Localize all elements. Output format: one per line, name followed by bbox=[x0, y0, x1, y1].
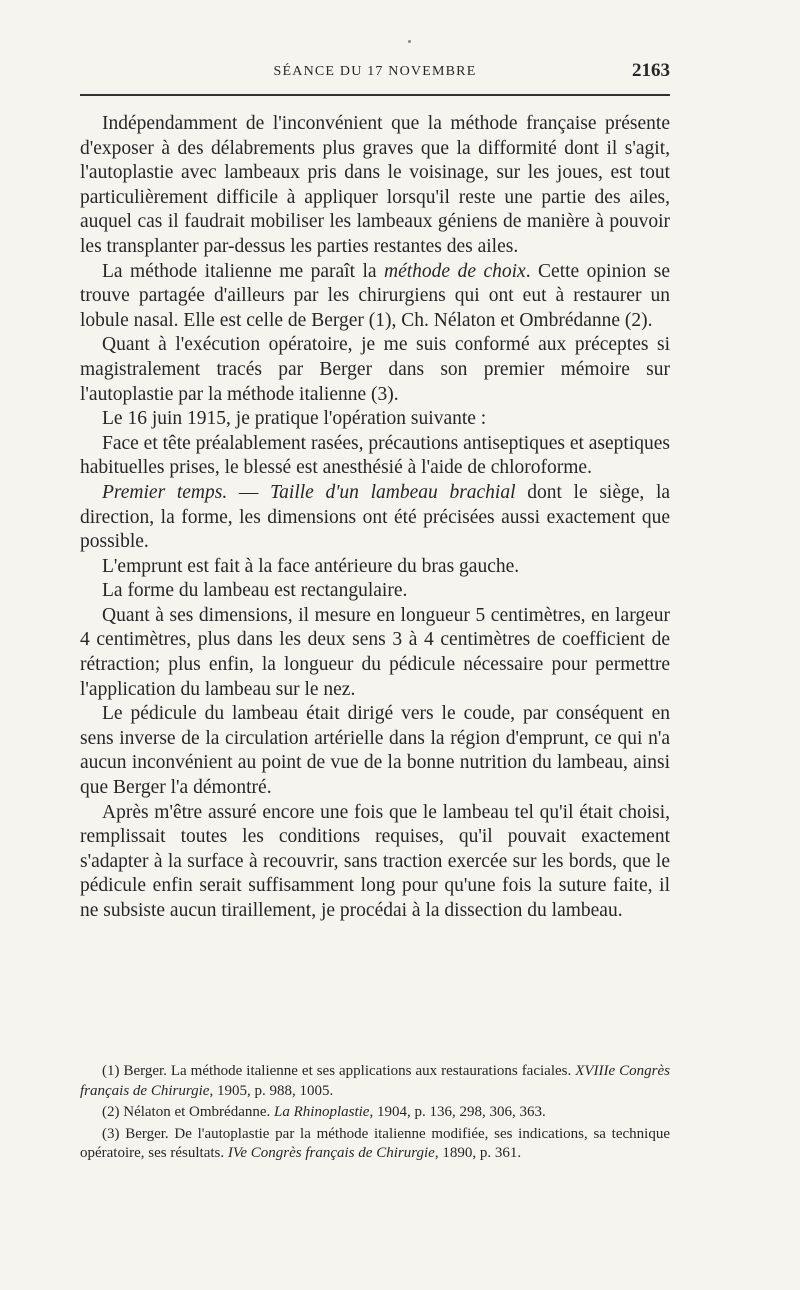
paragraph: Quant à ses dimensions, il mesure en longueur 5 centimètres, en largeur 4 centimètres, plus dans les deux sens 3 à 4 centimètres de coefficient de rétraction; plus enfin, la longueur du pédicule nécessaire pour permettre l'application du lambeau sur le nez. bbox=[80, 604, 670, 700]
paragraph: Face et tête préalablement rasées, précautions antiseptiques et aseptiques habituelles prises, le blessé est anesthésié à l'aide de chloroforme. bbox=[80, 432, 670, 479]
paragraph bbox=[80, 260, 670, 334]
text-run: dont le siège, la direction, la forme, les dimensions ont été précisées aussi exactement que possible. bbox=[80, 481, 671, 553]
italic-run: Premier temps. bbox=[102, 481, 228, 503]
text-run: — bbox=[227, 481, 271, 503]
text-run: (2) Nélaton et Ombrédanne. bbox=[102, 1104, 275, 1120]
running-header bbox=[80, 58, 670, 84]
text-run: , 1890, p. 361. bbox=[434, 1145, 522, 1161]
paragraph: Indépendamment de l'inconvénient que la méthode française présente d'exposer à des délabrements plus graves que la difformité dont il s'agit, l'autoplastie avec lambeaux pris dans le voisinage, sur les joues, est tout particulièrement difficile à appliquer lorsqu'il reste une partie des ailes, auquel cas il faudrait mobiliser les lambeaux géniens de manière à pouvoir les transplanter par-dessus les parties restantes des ailes. bbox=[80, 113, 670, 257]
text-run: , 1904, p. 136, 298, 306, 363. bbox=[369, 1104, 546, 1120]
text-run: (3) Berger. De l'autoplastie par la méthode italienne modifiée, ses indications, sa technique opératoire, ses résultats. bbox=[80, 1125, 670, 1161]
body-text bbox=[80, 112, 670, 924]
page-number: 2163 bbox=[632, 60, 670, 81]
italic-run: XVIIIe Congrès français de Chirurgie bbox=[80, 1063, 670, 1099]
footnotes bbox=[80, 1062, 670, 1166]
print-speck bbox=[408, 40, 411, 43]
paragraph: Quant à l'exécution opératoire, je me suis conformé aux préceptes si magistralement tracés par Berger dans son premier mémoire sur l'autoplastie par la méthode italienne (3). bbox=[80, 334, 670, 405]
header-rule bbox=[80, 94, 670, 96]
paragraph: La forme du lambeau est rectangulaire. bbox=[102, 580, 408, 602]
paragraph bbox=[80, 481, 670, 555]
italic-run: méthode de choix bbox=[384, 260, 526, 282]
text-run: (1) Berger. La méthode italienne et ses applications aux restaurations faciales. bbox=[102, 1063, 576, 1079]
text-run: , 1905, p. 988, 1005. bbox=[209, 1082, 334, 1099]
paragraph: Le pédicule du lambeau était dirigé vers le coude, par conséquent en sens inverse de la circulation artérielle dans la région d'emprunt, ce qui n'a aucun inconvénient au point de vue de la bonne nutrition du lambeau, ainsi que Berger l'a démontré. bbox=[80, 703, 670, 799]
paragraph: Le 16 juin 1915, je pratique l'opération suivante : bbox=[102, 408, 487, 430]
paragraph: Après m'être assuré encore une fois que le lambeau tel qu'il était choisi, remplissait toutes les conditions requises, qu'il pouvait exactement s'adapter à la surface à recouvrir, sans traction exercée sur les bords, que le pédicule enfin serait suffisamment long pour qu'une fois la suture faite, il ne subsiste aucun tiraillement, je procédai à la dissection du lambeau. bbox=[80, 801, 670, 921]
italic-run: Taille d'un lambeau brachial bbox=[270, 481, 516, 503]
footnote bbox=[80, 1103, 670, 1123]
italic-run: IVe Congrès français de Chirurgie bbox=[227, 1145, 435, 1161]
footnote bbox=[80, 1125, 670, 1164]
italic-run: La Rhinoplastie bbox=[274, 1104, 370, 1120]
text-run: . Cette opinion se trouve partagée d'ailleurs par les chirurgiens qui ont eut à restaurer un lobule nasal. Elle est celle de Berger (1), Ch. Nélaton et Ombrédanne (2). bbox=[80, 260, 670, 331]
footnote bbox=[80, 1062, 670, 1101]
paragraph: L'emprunt est fait à la face antérieure du bras gauche. bbox=[102, 555, 520, 577]
header-title: SÉANCE DU 17 NOVEMBRE bbox=[273, 64, 477, 79]
text-run: La méthode italienne me paraît la bbox=[102, 260, 385, 282]
